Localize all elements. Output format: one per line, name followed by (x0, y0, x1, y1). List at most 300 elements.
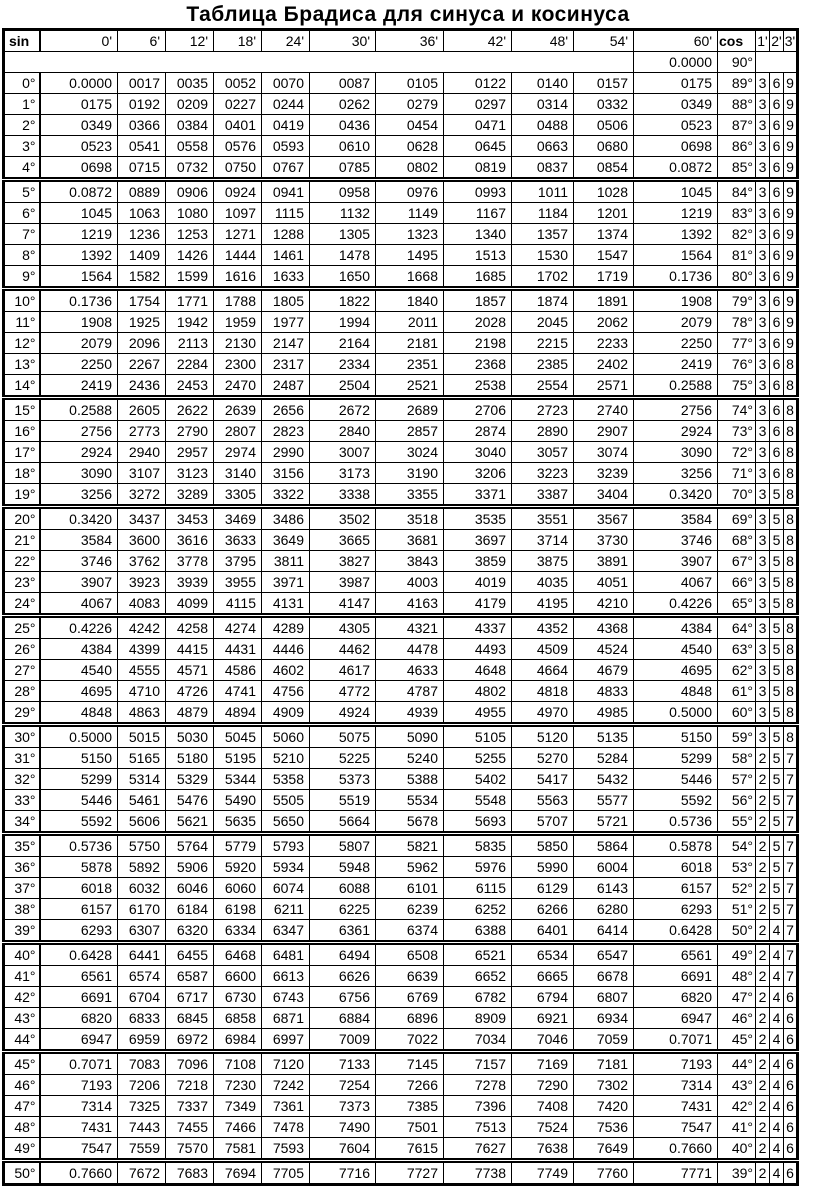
correction-cell: 8 (784, 660, 798, 681)
value-cell: 6833 (118, 1008, 166, 1029)
cos-degree-cell: 71° (718, 463, 756, 484)
correction-cell: 4 (770, 1052, 784, 1075)
correction-cell: 7 (784, 834, 798, 857)
value-cell: 2924 (40, 442, 118, 463)
value-cell: 0.4226 (40, 616, 118, 639)
value-cell: 7547 (634, 1117, 718, 1138)
pre-row-empty-corr (756, 52, 798, 73)
value-cell: 5906 (166, 857, 214, 878)
value-cell: 6600 (214, 966, 262, 987)
value-cell: 6947 (634, 1008, 718, 1029)
correction-cell: 2 (756, 1075, 770, 1096)
value-cell: 1857 (444, 289, 512, 312)
value-cell: 5105 (444, 725, 512, 748)
value-cell: 5075 (310, 725, 376, 748)
sin-degree-cell: 29° (4, 702, 40, 725)
correction-cell: 4 (770, 943, 784, 966)
table-row (4, 811, 798, 834)
sin-degree-cell: 11° (4, 312, 40, 333)
value-cell: 6060 (214, 878, 262, 899)
value-cell: 4352 (512, 616, 574, 639)
value-cell: 7242 (262, 1075, 310, 1096)
correction-cell: 4 (770, 1138, 784, 1161)
cos-degree-cell: 65° (718, 593, 756, 616)
value-cell: 4756 (262, 681, 310, 702)
value-cell: 6984 (214, 1029, 262, 1052)
value-cell: 0.5878 (634, 834, 718, 857)
value-cell: 0.0000 (40, 73, 118, 94)
value-cell: 6534 (512, 943, 574, 966)
value-cell: 5592 (634, 790, 718, 811)
correction-cell: 6 (770, 94, 784, 115)
value-cell: 0628 (376, 136, 444, 157)
correction-cell: 7 (784, 811, 798, 834)
sin-degree-cell: 24° (4, 593, 40, 616)
pre-row-value: 0.0000 (634, 52, 718, 73)
table-row (4, 834, 798, 857)
value-cell: 5284 (574, 748, 634, 769)
correction-cell: 5 (770, 769, 784, 790)
value-cell: 7022 (376, 1029, 444, 1052)
value-cell: 1392 (40, 245, 118, 266)
value-cell: 5976 (444, 857, 512, 878)
value-cell: 4289 (262, 616, 310, 639)
value-cell: 5621 (166, 811, 214, 834)
value-cell: 2504 (310, 375, 376, 398)
cos-degree-cell: 41° (718, 1117, 756, 1138)
value-cell: 7466 (214, 1117, 262, 1138)
table-row (4, 987, 798, 1008)
value-cell: 3007 (310, 442, 376, 463)
value-cell: 3173 (310, 463, 376, 484)
value-cell: 5388 (376, 769, 444, 790)
value-cell: 6361 (310, 920, 376, 943)
correction-cell: 3 (756, 572, 770, 593)
cos-degree-cell: 76° (718, 354, 756, 375)
sin-degree-cell: 31° (4, 748, 40, 769)
correction-cell: 6 (784, 1138, 798, 1161)
value-cell: 2317 (262, 354, 310, 375)
value-cell: 0471 (444, 115, 512, 136)
pre-row (4, 52, 798, 73)
table-row (4, 442, 798, 463)
value-cell: 5962 (376, 857, 444, 878)
value-cell: 2113 (166, 333, 214, 354)
value-cell: 6211 (262, 899, 310, 920)
value-cell: 1132 (310, 203, 376, 224)
value-cell: 6896 (376, 1008, 444, 1029)
correction-cell: 2 (756, 987, 770, 1008)
table-row (4, 1096, 798, 1117)
value-cell: 3486 (262, 507, 310, 530)
table-row (4, 878, 798, 899)
value-cell: 1149 (376, 203, 444, 224)
cos-degree-cell: 58° (718, 748, 756, 769)
value-cell: 6959 (118, 1029, 166, 1052)
table-row (4, 115, 798, 136)
sin-degree-cell: 13° (4, 354, 40, 375)
correction-cell: 6 (784, 987, 798, 1008)
value-cell: 6320 (166, 920, 214, 943)
value-cell: 2198 (444, 333, 512, 354)
value-cell: 6101 (376, 878, 444, 899)
value-cell: 3156 (262, 463, 310, 484)
table-row (4, 572, 798, 593)
value-cell: 5664 (310, 811, 376, 834)
value-cell: 3891 (574, 551, 634, 572)
value-cell: 1219 (634, 203, 718, 224)
value-cell: 7181 (574, 1052, 634, 1075)
value-cell: 1840 (376, 289, 444, 312)
value-cell: 2907 (574, 421, 634, 442)
table-row (4, 551, 798, 572)
value-cell: 0052 (214, 73, 262, 94)
value-cell: 7771 (634, 1161, 718, 1185)
sin-degree-cell: 42° (4, 987, 40, 1008)
value-cell: 4679 (574, 660, 634, 681)
sin-degree-cell: 32° (4, 769, 40, 790)
value-cell: 5878 (40, 857, 118, 878)
value-cell: 2250 (634, 333, 718, 354)
header-cell-8: 42' (444, 30, 512, 52)
value-cell: 7314 (40, 1096, 118, 1117)
value-cell: 6468 (214, 943, 262, 966)
value-cell: 4664 (512, 660, 574, 681)
sin-degree-cell: 6° (4, 203, 40, 224)
correction-cell: 6 (770, 73, 784, 94)
value-cell: 5135 (574, 725, 634, 748)
value-cell: 4924 (310, 702, 376, 725)
value-cell: 4509 (512, 639, 574, 660)
correction-cell: 9 (784, 157, 798, 180)
value-cell: 4478 (376, 639, 444, 660)
value-cell: 3939 (166, 572, 214, 593)
value-cell: 6921 (512, 1008, 574, 1029)
value-cell: 3843 (376, 551, 444, 572)
value-cell: 7615 (376, 1138, 444, 1161)
table-row (4, 375, 798, 398)
value-cell: 1374 (574, 224, 634, 245)
value-cell: 3322 (262, 484, 310, 507)
value-cell: 5240 (376, 748, 444, 769)
value-cell: 1340 (444, 224, 512, 245)
table-row (4, 920, 798, 943)
header-cell-11: 60' (634, 30, 718, 52)
value-cell: 3239 (574, 463, 634, 484)
value-cell: 5432 (574, 769, 634, 790)
value-cell: 0.2588 (40, 398, 118, 421)
value-cell: 7046 (512, 1029, 574, 1052)
value-cell: 0854 (574, 157, 634, 180)
value-cell: 6794 (512, 987, 574, 1008)
value-cell: 6587 (166, 966, 214, 987)
value-cell: 1564 (634, 245, 718, 266)
value-cell: 3551 (512, 507, 574, 530)
value-cell: 5764 (166, 834, 214, 857)
correction-cell: 8 (784, 639, 798, 660)
value-cell: 6626 (310, 966, 376, 987)
value-cell: 5821 (376, 834, 444, 857)
pre-row-cos: 90° (718, 52, 756, 73)
sin-degree-cell: 39° (4, 920, 40, 943)
cos-degree-cell: 47° (718, 987, 756, 1008)
sin-degree-cell: 7° (4, 224, 40, 245)
value-cell: 4067 (634, 572, 718, 593)
value-cell: 6547 (574, 943, 634, 966)
correction-cell: 6 (770, 421, 784, 442)
correction-cell: 6 (770, 442, 784, 463)
correction-cell: 3 (756, 245, 770, 266)
correction-cell: 2 (756, 966, 770, 987)
value-cell: 1547 (574, 245, 634, 266)
value-cell: 7431 (634, 1096, 718, 1117)
value-cell: 3681 (376, 530, 444, 551)
value-cell: 5329 (166, 769, 214, 790)
correction-cell: 9 (784, 73, 798, 94)
header-cell-9: 48' (512, 30, 574, 52)
value-cell: 2267 (118, 354, 166, 375)
value-cell: 2250 (40, 354, 118, 375)
correction-cell: 3 (756, 312, 770, 333)
value-cell: 2790 (166, 421, 214, 442)
value-cell: 4772 (310, 681, 376, 702)
value-cell: 2147 (262, 333, 310, 354)
value-cell: 0941 (262, 180, 310, 203)
value-cell: 3140 (214, 463, 262, 484)
value-cell: 0436 (310, 115, 376, 136)
value-cell: 0698 (634, 136, 718, 157)
correction-cell: 6 (784, 1052, 798, 1075)
value-cell: 4848 (40, 702, 118, 725)
value-cell: 7083 (118, 1052, 166, 1075)
value-cell: 0314 (512, 94, 574, 115)
value-cell: 2723 (512, 398, 574, 421)
value-cell: 7559 (118, 1138, 166, 1161)
sin-degree-cell: 25° (4, 616, 40, 639)
value-cell: 3256 (634, 463, 718, 484)
value-cell: 3024 (376, 442, 444, 463)
value-cell: 5045 (214, 725, 262, 748)
value-cell: 1771 (166, 289, 214, 312)
sin-degree-cell: 45° (4, 1052, 40, 1075)
value-cell: 6074 (262, 878, 310, 899)
value-cell: 0924 (214, 180, 262, 203)
header-cell-3: 12' (166, 30, 214, 52)
value-cell: 6252 (444, 899, 512, 920)
value-cell: 0.0872 (40, 180, 118, 203)
value-cell: 5592 (40, 811, 118, 834)
table-row (4, 289, 798, 312)
value-cell: 5344 (214, 769, 262, 790)
value-cell: 1011 (512, 180, 574, 203)
value-cell: 0785 (310, 157, 376, 180)
correction-cell: 5 (770, 660, 784, 681)
correction-cell: 6 (770, 136, 784, 157)
cos-degree-cell: 44° (718, 1052, 756, 1075)
value-cell: 3074 (574, 442, 634, 463)
correction-cell: 4 (770, 1096, 784, 1117)
value-cell: 4894 (214, 702, 262, 725)
value-cell: 3584 (634, 507, 718, 530)
value-cell: 7096 (166, 1052, 214, 1075)
cos-degree-cell: 43° (718, 1075, 756, 1096)
value-cell: 2840 (310, 421, 376, 442)
value-cell: 4462 (310, 639, 376, 660)
value-cell: 0576 (214, 136, 262, 157)
value-cell: 3453 (166, 507, 214, 530)
value-cell: 4909 (262, 702, 310, 725)
value-cell: 0419 (262, 115, 310, 136)
value-cell: 5299 (40, 769, 118, 790)
value-cell: 2419 (634, 354, 718, 375)
value-cell: 6004 (574, 857, 634, 878)
value-cell: 3437 (118, 507, 166, 530)
value-cell: 1045 (40, 203, 118, 224)
table-row (4, 616, 798, 639)
value-cell: 1822 (310, 289, 376, 312)
value-cell: 2689 (376, 398, 444, 421)
cos-degree-cell: 57° (718, 769, 756, 790)
cos-degree-cell: 79° (718, 289, 756, 312)
correction-cell: 7 (784, 878, 798, 899)
value-cell: 7314 (634, 1075, 718, 1096)
correction-cell: 2 (756, 1117, 770, 1138)
value-cell: 7108 (214, 1052, 262, 1075)
cos-degree-cell: 70° (718, 484, 756, 507)
value-cell: 1685 (444, 266, 512, 289)
value-cell: 2940 (118, 442, 166, 463)
value-cell: 1167 (444, 203, 512, 224)
value-cell: 0192 (118, 94, 166, 115)
table-row (4, 1075, 798, 1096)
value-cell: 3355 (376, 484, 444, 507)
value-cell: 5299 (634, 748, 718, 769)
value-cell: 6652 (444, 966, 512, 987)
table-row (4, 790, 798, 811)
value-cell: 6884 (310, 1008, 376, 1029)
value-cell: 6521 (444, 943, 512, 966)
value-cell: 3190 (376, 463, 444, 484)
correction-cell: 6 (770, 333, 784, 354)
correction-cell: 7 (784, 943, 798, 966)
value-cell: 2990 (262, 442, 310, 463)
value-cell: 5015 (118, 725, 166, 748)
value-cell: 1616 (214, 266, 262, 289)
correction-cell: 3 (756, 463, 770, 484)
value-cell: 6691 (634, 966, 718, 987)
correction-cell: 3 (756, 94, 770, 115)
value-cell: 6858 (214, 1008, 262, 1029)
value-cell: 0.1736 (634, 266, 718, 289)
correction-cell: 9 (784, 94, 798, 115)
value-cell: 7145 (376, 1052, 444, 1075)
value-cell: 0680 (574, 136, 634, 157)
correction-cell: 2 (756, 1008, 770, 1029)
correction-cell: 8 (784, 616, 798, 639)
correction-cell: 5 (770, 551, 784, 572)
value-cell: 5892 (118, 857, 166, 878)
value-cell: 4210 (574, 593, 634, 616)
value-cell: 2284 (166, 354, 214, 375)
correction-cell: 3 (756, 203, 770, 224)
value-cell: 1908 (40, 312, 118, 333)
value-cell: 1650 (310, 266, 376, 289)
cos-degree-cell: 59° (718, 725, 756, 748)
value-cell: 4258 (166, 616, 214, 639)
value-cell: 7443 (118, 1117, 166, 1138)
correction-cell: 8 (784, 421, 798, 442)
sin-degree-cell: 43° (4, 1008, 40, 1029)
value-cell: 6481 (262, 943, 310, 966)
correction-cell: 2 (756, 1052, 770, 1075)
value-cell: 4083 (118, 593, 166, 616)
value-cell: 3387 (512, 484, 574, 507)
value-cell: 7627 (444, 1138, 512, 1161)
value-cell: 1959 (214, 312, 262, 333)
value-cell: 7385 (376, 1096, 444, 1117)
value-cell: 0279 (376, 94, 444, 115)
correction-cell: 8 (784, 398, 798, 421)
value-cell: 7455 (166, 1117, 214, 1138)
value-cell: 6574 (118, 966, 166, 987)
table-row (4, 593, 798, 616)
value-cell: 4384 (634, 616, 718, 639)
value-cell: 6756 (310, 987, 376, 1008)
value-cell: 6388 (444, 920, 512, 943)
value-cell: 5417 (512, 769, 574, 790)
value-cell: 3859 (444, 551, 512, 572)
correction-cell: 9 (784, 312, 798, 333)
table-row (4, 463, 798, 484)
value-cell: 0454 (376, 115, 444, 136)
table-row (4, 484, 798, 507)
value-cell: 5210 (262, 748, 310, 769)
value-cell: 4555 (118, 660, 166, 681)
value-cell: 3090 (634, 442, 718, 463)
correction-cell: 5 (770, 639, 784, 660)
correction-cell: 3 (756, 224, 770, 245)
value-cell: 7501 (376, 1117, 444, 1138)
cos-degree-cell: 86° (718, 136, 756, 157)
value-cell: 0506 (574, 115, 634, 136)
correction-cell: 8 (784, 681, 798, 702)
correction-cell: 5 (770, 681, 784, 702)
value-cell: 6018 (634, 857, 718, 878)
value-cell: 3955 (214, 572, 262, 593)
correction-cell: 6 (770, 245, 784, 266)
value-cell: 1357 (512, 224, 574, 245)
value-cell: 0105 (376, 73, 444, 94)
correction-cell: 7 (784, 920, 798, 943)
value-cell: 6280 (574, 899, 634, 920)
table-row (4, 943, 798, 966)
sin-degree-cell: 26° (4, 639, 40, 660)
sin-degree-cell: 35° (4, 834, 40, 857)
correction-cell: 8 (784, 463, 798, 484)
sin-degree-cell: 12° (4, 333, 40, 354)
correction-cell: 7 (784, 966, 798, 987)
value-cell: 0.7071 (634, 1029, 718, 1052)
value-cell: 3907 (40, 572, 118, 593)
value-cell: 2571 (574, 375, 634, 398)
value-cell: 2554 (512, 375, 574, 398)
value-cell: 6170 (118, 899, 166, 920)
sin-degree-cell: 2° (4, 115, 40, 136)
value-cell: 2079 (634, 312, 718, 333)
sin-degree-cell: 19° (4, 484, 40, 507)
correction-cell: 7 (784, 769, 798, 790)
value-cell: 7278 (444, 1075, 512, 1096)
